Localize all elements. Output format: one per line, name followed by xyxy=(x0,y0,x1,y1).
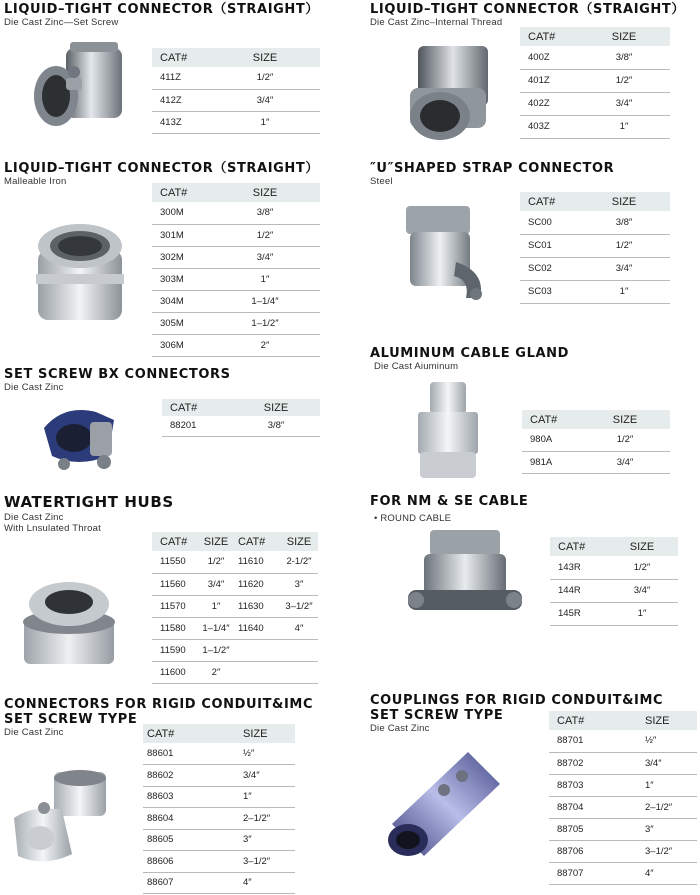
size-cell: 1″ xyxy=(196,595,236,617)
catalog-table-300m xyxy=(152,183,320,357)
catalog-table-88201 xyxy=(162,399,320,437)
section-subtitle: Steel xyxy=(370,176,393,187)
table-row xyxy=(152,595,318,617)
size-cell: 2″ xyxy=(210,334,320,356)
size-cell: 3/8″ xyxy=(210,202,320,224)
size-cell: 3/4″ xyxy=(210,89,320,111)
col-cat: CAT# xyxy=(152,183,210,202)
cat-cell: 981A xyxy=(522,451,580,473)
cat-cell: 11560 xyxy=(152,573,196,595)
table-row xyxy=(520,92,670,115)
size-cell: 3/8″ xyxy=(232,416,320,436)
size-cell: 1/2″ xyxy=(210,67,320,89)
size-cell: 3/4″ xyxy=(210,246,320,268)
size-cell: 1″ xyxy=(210,111,320,133)
rigid-conduit-coupling-photo xyxy=(382,744,508,864)
cat-cell: 980A xyxy=(522,429,580,451)
size-cell: 1/2″ xyxy=(578,69,670,92)
col-size: SIZE xyxy=(615,711,697,730)
table-row xyxy=(143,808,295,830)
cat-cell: 303M xyxy=(152,268,210,290)
size-cell: 3/4″ xyxy=(578,257,670,280)
table-row xyxy=(152,334,320,356)
col-size: SIZE xyxy=(196,532,236,551)
table-row xyxy=(549,818,697,840)
section-subtitle: Die Cast Zinc xyxy=(4,382,64,393)
table-row xyxy=(549,796,697,818)
cat-cell: 305M xyxy=(152,312,210,334)
size-cell: 3/4″ xyxy=(606,579,678,602)
col-cat: CAT# xyxy=(550,537,606,556)
cat-cell: 306M xyxy=(152,334,210,356)
table-row xyxy=(143,829,295,851)
table-row xyxy=(520,115,670,138)
table-row xyxy=(550,579,678,602)
size-cell: 1/2″ xyxy=(196,551,236,573)
section-title: ALUMINUM CABLE GLAND xyxy=(370,346,569,361)
col-size-2: SIZE xyxy=(280,532,318,551)
section-title-2: SET SCREW TYPE xyxy=(370,708,504,723)
size-cell: 2-1/2″ xyxy=(280,551,318,573)
size-cell: ½″ xyxy=(615,730,697,752)
col-size: SIZE xyxy=(578,27,670,46)
table-row xyxy=(520,46,670,69)
section-subtitle: Die Cast Zinc xyxy=(370,723,430,734)
table-row xyxy=(520,280,670,303)
section-liquid-tight-internal-thread xyxy=(370,2,685,28)
catalog-table-411z xyxy=(152,48,320,134)
section-subtitle: Die Cast Aiuminum xyxy=(374,361,459,372)
table-row xyxy=(143,743,295,765)
table-row xyxy=(550,602,678,625)
table-row xyxy=(520,69,670,92)
size-cell: ½″ xyxy=(209,743,295,765)
section-subtitle: Die Cast Zinc xyxy=(4,512,64,523)
table-row xyxy=(522,451,670,473)
catalog-table-980a xyxy=(522,410,670,474)
cat-cell: 88605 xyxy=(143,829,209,851)
table-row xyxy=(152,111,320,133)
size-cell: 2–1/2″ xyxy=(615,796,697,818)
cat-cell: SC03 xyxy=(520,280,578,303)
size-cell: 3–1/2″ xyxy=(615,840,697,862)
cat-cell: 11590 xyxy=(152,639,196,661)
cat-cell: 88702 xyxy=(549,752,615,774)
size-cell: 4″ xyxy=(615,862,697,884)
cat-cell: 88201 xyxy=(162,416,232,436)
cat-cell: 11550 xyxy=(152,551,196,573)
table-row xyxy=(152,67,320,89)
table-row xyxy=(152,224,320,246)
cat-cell: 143R xyxy=(550,556,606,579)
section-title: LIQUID–TIGHT CONNECTOR（STRAIGHT） xyxy=(4,161,319,176)
cat-cell: 88707 xyxy=(549,862,615,884)
catalog-table-sc00 xyxy=(520,192,670,304)
catalog-table-88601 xyxy=(143,724,295,894)
size-cell: 4″ xyxy=(280,617,318,639)
col-size: SIZE xyxy=(232,399,320,416)
cat-cell: SC01 xyxy=(520,234,578,257)
aluminum-cable-gland-photo xyxy=(408,378,488,482)
table-row xyxy=(152,617,318,639)
size-cell: 1/2″ xyxy=(606,556,678,579)
size-cell: 1–1/4″ xyxy=(196,617,236,639)
size-cell: 3/8″ xyxy=(578,46,670,69)
col-cat: CAT# xyxy=(152,532,196,551)
catalog-table-88701 xyxy=(549,711,697,885)
cat-cell: 11640 xyxy=(236,617,280,639)
cat-cell: 144R xyxy=(550,579,606,602)
catalog-table-400z xyxy=(520,27,670,139)
size-cell xyxy=(280,661,318,683)
size-cell: 1/2″ xyxy=(210,224,320,246)
section-subtitle: Die Cast Zinc xyxy=(4,727,64,738)
section-title: WATERTIGHT HUBS xyxy=(4,493,174,511)
section-watertight-hubs xyxy=(4,494,174,534)
table-row xyxy=(152,268,320,290)
size-cell: 3/4″ xyxy=(196,573,236,595)
section-aluminum-cable-gland xyxy=(370,346,569,372)
table-row xyxy=(550,556,678,579)
size-cell: 1–1/2″ xyxy=(196,639,236,661)
section-title: ″U″SHAPED STRAP CONNECTOR xyxy=(370,161,615,176)
size-cell: 1/2″ xyxy=(578,234,670,257)
cat-cell: 403Z xyxy=(520,115,578,138)
col-size: SIZE xyxy=(210,48,320,67)
size-cell: 4″ xyxy=(209,872,295,894)
section-subtitle: Die Cast Zinc–Internal Thread xyxy=(370,17,503,28)
section-subtitle: Malleable Iron xyxy=(4,176,67,187)
table-row xyxy=(520,211,670,234)
table-row xyxy=(143,786,295,808)
table-row xyxy=(152,246,320,268)
col-cat: CAT# xyxy=(162,399,232,416)
size-cell: 3/4″ xyxy=(580,451,670,473)
liquid-tight-connector-internal-thread-photo xyxy=(388,36,508,146)
section-liquid-tight-set-screw xyxy=(4,2,319,28)
cat-cell: SC00 xyxy=(520,211,578,234)
liquid-tight-connector-malleable-iron-photo xyxy=(26,216,136,328)
size-cell: 1–1/4″ xyxy=(210,290,320,312)
col-size: SIZE xyxy=(580,410,670,429)
col-cat: CAT# xyxy=(520,27,578,46)
col-cat: CAT# xyxy=(143,724,209,743)
cat-cell: 11570 xyxy=(152,595,196,617)
cat-cell: 145R xyxy=(550,602,606,625)
table-row xyxy=(152,312,320,334)
cat-cell: 88601 xyxy=(143,743,209,765)
section-title: SET SCREW BX CONNECTORS xyxy=(4,367,231,382)
section-subtitle-2: With Lnsulated Throat xyxy=(4,523,101,534)
section-title: CONNECTORS FOR RIGID CONDUIT&IMC xyxy=(4,697,314,712)
table-row xyxy=(152,290,320,312)
section-set-screw-bx-connectors xyxy=(4,367,231,393)
cat-cell: 88705 xyxy=(549,818,615,840)
table-row xyxy=(549,774,697,796)
size-cell: 3–1/2″ xyxy=(280,595,318,617)
rigid-conduit-connector-photo xyxy=(4,764,116,874)
size-cell: 1″ xyxy=(615,774,697,796)
col-cat: CAT# xyxy=(152,48,210,67)
cat-cell xyxy=(236,639,280,661)
section-title: COUPLINGS FOR RIGID CONDUIT&IMC xyxy=(370,693,664,708)
cat-cell: 412Z xyxy=(152,89,210,111)
cat-cell: 411Z xyxy=(152,67,210,89)
cat-cell: 413Z xyxy=(152,111,210,133)
table-row xyxy=(152,573,318,595)
col-cat: CAT# xyxy=(522,410,580,429)
cat-cell: 88604 xyxy=(143,808,209,830)
size-cell: 3″ xyxy=(615,818,697,840)
table-row xyxy=(143,872,295,894)
cat-cell: 88704 xyxy=(549,796,615,818)
size-cell: 3″ xyxy=(209,829,295,851)
size-cell: 1″ xyxy=(578,115,670,138)
size-cell: 3–1/2″ xyxy=(209,851,295,873)
table-row xyxy=(152,661,318,683)
table-row xyxy=(549,730,697,752)
cat-cell: 401Z xyxy=(520,69,578,92)
cat-cell: 400Z xyxy=(520,46,578,69)
size-cell: 1–1/2″ xyxy=(210,312,320,334)
table-row xyxy=(152,551,318,573)
table-row xyxy=(152,202,320,224)
section-subtitle: Die Cast Zinc—Set Screw xyxy=(4,17,119,28)
cat-cell: 300M xyxy=(152,202,210,224)
u-shaped-strap-connector-photo xyxy=(396,202,496,306)
table-row xyxy=(152,639,318,661)
cat-cell: 11580 xyxy=(152,617,196,639)
section-nm-se-cable xyxy=(370,494,528,524)
size-cell: 1″ xyxy=(209,786,295,808)
size-cell: 2–1/2″ xyxy=(209,808,295,830)
cat-cell: 88701 xyxy=(549,730,615,752)
col-cat: CAT# xyxy=(549,711,615,730)
size-cell: 3/8″ xyxy=(578,211,670,234)
set-screw-bx-connector-photo xyxy=(34,398,130,480)
cat-cell: 302M xyxy=(152,246,210,268)
col-size: SIZE xyxy=(210,183,320,202)
size-cell: 1″ xyxy=(578,280,670,303)
table-row xyxy=(549,752,697,774)
section-title-2: SET SCREW TYPE xyxy=(4,712,138,727)
watertight-hub-photo xyxy=(14,576,124,668)
cat-cell: 88603 xyxy=(143,786,209,808)
size-cell xyxy=(280,639,318,661)
table-row xyxy=(152,89,320,111)
col-size: SIZE xyxy=(209,724,295,743)
col-cat-2: CAT# xyxy=(236,532,280,551)
size-cell: 3/4″ xyxy=(578,92,670,115)
table-row xyxy=(520,257,670,280)
cat-cell: 88703 xyxy=(549,774,615,796)
table-row xyxy=(522,429,670,451)
col-cat: CAT# xyxy=(520,192,578,211)
col-size: SIZE xyxy=(578,192,670,211)
col-size: SIZE xyxy=(606,537,678,556)
cat-cell: 88606 xyxy=(143,851,209,873)
cat-cell: 88607 xyxy=(143,872,209,894)
cat-cell: 301M xyxy=(152,224,210,246)
section-title: LIQUID–TIGHT CONNECTOR（STRAIGHT） xyxy=(370,2,685,17)
liquid-tight-connector-set-screw-photo xyxy=(26,34,136,134)
size-cell: 1/2″ xyxy=(580,429,670,451)
size-cell: 3/4″ xyxy=(209,765,295,787)
table-row xyxy=(549,862,697,884)
table-row xyxy=(143,851,295,873)
cat-cell: 11620 xyxy=(236,573,280,595)
cat-cell: 11600 xyxy=(152,661,196,683)
cat-cell: SC02 xyxy=(520,257,578,280)
table-row xyxy=(549,840,697,862)
cat-cell: 402Z xyxy=(520,92,578,115)
section-subtitle: • ROUND CABLE xyxy=(374,513,452,524)
cat-cell: 11610 xyxy=(236,551,280,573)
cat-cell: 88706 xyxy=(549,840,615,862)
table-row xyxy=(162,416,320,436)
size-cell: 1″ xyxy=(210,268,320,290)
table-row xyxy=(143,765,295,787)
catalog-table-143r xyxy=(550,537,678,626)
size-cell: 3″ xyxy=(280,573,318,595)
cat-cell: 304M xyxy=(152,290,210,312)
section-u-shaped-strap-connector xyxy=(370,161,614,187)
cat-cell: 88602 xyxy=(143,765,209,787)
size-cell: 2″ xyxy=(196,661,236,683)
catalog-table-watertight-hubs xyxy=(152,532,318,684)
size-cell: 1″ xyxy=(606,602,678,625)
size-cell: 3/4″ xyxy=(615,752,697,774)
table-row xyxy=(520,234,670,257)
nm-se-cable-connector-photo xyxy=(400,524,530,624)
cat-cell xyxy=(236,661,280,683)
cat-cell: 11630 xyxy=(236,595,280,617)
section-title: FOR NM & SE CABLE xyxy=(370,494,529,509)
section-title: LIQUID–TIGHT CONNECTOR（STRAIGHT） xyxy=(4,2,319,17)
